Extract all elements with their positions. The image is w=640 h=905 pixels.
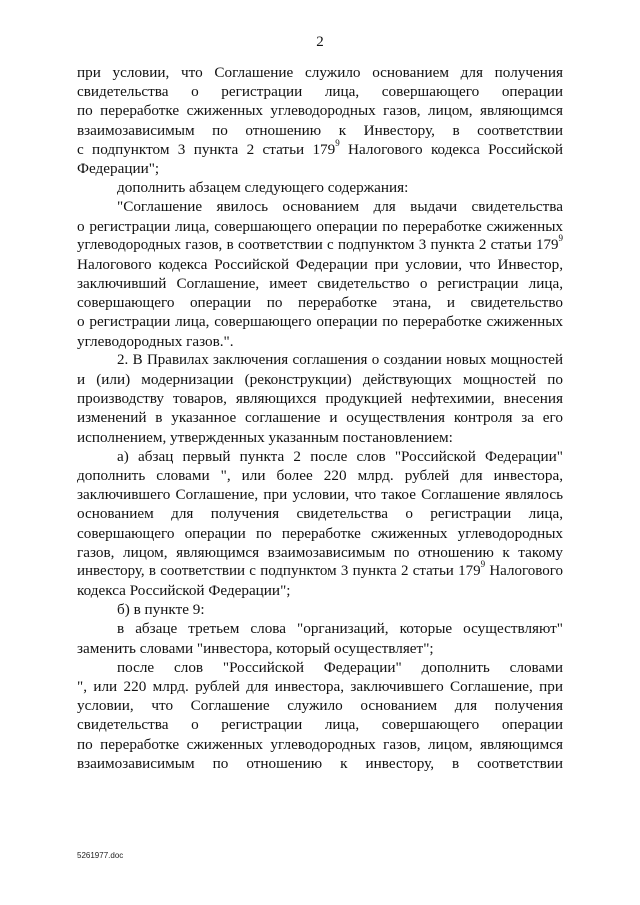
line-text: дополнить словами ", или более 220 млрд. рублей для инвестора, [77,466,563,484]
line-text: исполнением, утвержденных указанным постановлением: [77,428,453,446]
line-text: ", или 220 млрд. рублей для инвестора, заключившего Соглашение, при [77,678,563,695]
superscript: 9 [335,137,340,148]
text-line [77,312,563,331]
text-line [77,82,563,101]
text-line [77,485,563,504]
line-text: по переработке сжиженных углеводородных газов, лицом, являющимся [77,102,563,120]
page-number: 2 [316,34,324,50]
text-line [77,735,563,754]
text-line [77,274,563,293]
line-text: Налогового кодекса Российской Федерации при условии, что Инвестор, [77,255,563,273]
text-line [77,178,563,197]
text-line [77,600,563,619]
text-line [77,696,563,715]
text-line [77,504,563,523]
document-body [77,63,563,773]
line-text: заключивший Соглашение, имеет свидетельство о регистрации лица, [77,275,563,293]
line-text: взаимозависимым по отношению к инвестору, в соответствии [77,754,563,772]
text-line [77,332,563,351]
line-text: Федерации"; [77,159,160,177]
text-line [77,677,563,696]
line-text: заключившего Соглашение, при условии, что такое Соглашение являлось [77,486,563,504]
text-line [77,524,563,543]
superscript: 9 [480,558,486,569]
line-text: углеводородных газов.". [77,332,234,350]
text-line [77,121,563,140]
footer-file-code: 5261977.doc [77,851,124,860]
text-line [77,543,563,562]
line-text: 2. В Правилах заключения соглашения о создании новых мощностей [117,351,563,368]
text-line [77,754,563,773]
line-text-continued: Налогового кодекса Российской [339,140,564,158]
line-text: и (или) модернизации (реконструкции) действующих мощностей по [77,371,563,388]
text-line [77,447,563,466]
text-line [77,558,563,581]
text-line [77,466,563,485]
line-text: о регистрации лица, совершающего операции по переработке сжиженных [77,313,563,331]
text-line [77,619,563,638]
line-text: условии, что Соглашение служило основанием для получения [77,697,563,715]
text-line [77,639,563,658]
line-text: "Соглашение явилось основанием для выдачи свидетельства [117,198,563,216]
text-line [77,159,563,178]
line-text: по переработке сжиженных углеводородных газов, лицом, являющимся [77,735,563,753]
text-line [77,63,563,82]
line-text: кодекса Российской Федерации"; [77,582,291,600]
line-text: свидетельства о регистрации лица, совершающего операции [77,716,563,734]
line-text: при условии, что Соглашение служило основанием для получения [77,64,563,81]
line-text: совершающего операции по переработке этана, и свидетельство [77,294,563,312]
text-line [77,428,563,447]
line-text: взаимозависимым по отношению к Инвестору, в соответствии [77,121,563,139]
text-line [77,232,563,255]
line-text: б) в пункте 9: [117,601,205,619]
line-text: инвестору, в соответствии с подпунктом 3 пункта 2 статьи 179 [77,562,481,579]
line-text: свидетельства о регистрации лица, совершающего операции [77,83,563,101]
text-line [77,293,563,312]
line-text: с подпунктом 3 пункта 2 статьи 179 [77,140,336,158]
text-line [77,658,563,677]
text-line [77,101,563,120]
line-text: углеводородных газов, в соответствии с подпунктом 3 пункта 2 статьи 179 [77,236,559,253]
line-text: изменений в указанное соглашение и осуществления контроля за его [77,409,563,427]
line-text: газов, лицом, являющимся взаимозависимым по отношению к такому [77,543,563,561]
text-line [77,137,564,159]
line-text: производству товаров, являющихся продукцией нефтехимии, внесения [77,390,563,408]
line-text: о регистрации лица, совершающего операции по переработке сжиженных [77,217,563,235]
text-line [77,351,563,370]
line-text: совершающего операции по переработке сжиженных углеводородных [77,524,563,542]
line-text: дополнить абзацем следующего содержания: [117,179,409,197]
line-text: после слов "Российской Федерации" дополнить словами [117,658,563,676]
line-text: а) абзац первый пункта 2 после слов "Российской Федерации" [117,447,563,465]
text-line [77,581,563,600]
text-line [77,217,563,236]
text-line [77,408,563,427]
text-line [77,715,563,734]
text-line [77,255,563,274]
line-text: основанием для получения свидетельства о регистрации лица, [77,505,563,523]
text-line [77,389,563,408]
text-line [77,197,563,216]
text-line [77,370,563,389]
line-text: заменить словами "инвестора, который осуществляет"; [77,639,434,657]
line-text: в абзаце третьем слова "организаций, которые осуществляют" [117,620,563,638]
line-text-continued: Налогового [485,562,563,579]
superscript: 9 [558,232,563,243]
